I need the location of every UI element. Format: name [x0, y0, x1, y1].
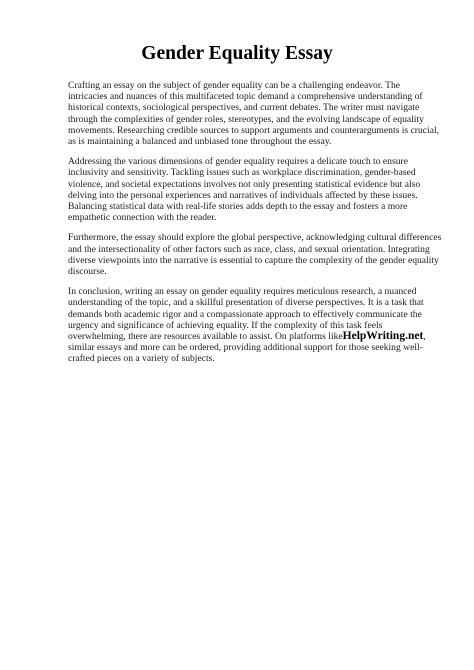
brand-line-suffix: ,: [423, 331, 426, 343]
paragraph-line: Furthermore, the essay should explore the global perspective, acknowledging cultural differences: [68, 232, 442, 244]
paragraph-line: historical contexts, sociological perspectives, and current debates. The writer must navigate: [68, 102, 420, 114]
paragraph-line: Balancing statistical data with real-life stories adds depth to the essay and fosters a more: [68, 201, 408, 213]
paragraph-line: as is maintaining a balanced and unbiased tone throughout the essay.: [68, 136, 332, 148]
paragraph-line: crafted pieces on a variety of subjects.: [68, 353, 215, 365]
paragraph-line: In conclusion, writing an essay on gender equality requires meticulous research, a nuanced: [68, 286, 417, 298]
paragraph-2: [68, 156, 420, 223]
paragraph-3: [68, 232, 442, 278]
paragraph-line: urgency and significance of achieving equality. If the complexity of this task feels: [68, 319, 383, 331]
document-body: [68, 80, 442, 374]
paragraph-line: violence, and societal expectations involves not only presenting statistical evidence but also: [68, 178, 421, 190]
paragraph-line: and the intersectionality of other factors such as race, class, and sexual orientation. Integrating: [68, 243, 430, 255]
paragraph-line: Addressing the various dimensions of gender equality requires a delicate touch to ensure: [68, 156, 408, 168]
brand-link[interactable]: HelpWriting.net: [342, 330, 424, 343]
brand-line: [68, 330, 426, 343]
paragraph-line: diverse viewpoints into the narrative is essential to capture the complexity of the gender equality: [68, 254, 439, 266]
paragraph-line: similar essays and more can be ordered, providing additional support for those seeking well-: [68, 342, 423, 354]
brand-line-prefix: overwhelming, there are resources available to assist. On platforms like: [68, 331, 343, 343]
paragraph-line: empathetic connection with the reader.: [68, 212, 217, 224]
paragraph-line: understanding of the topic, and a skillful presentation of diverse perspectives. It is a task that: [68, 297, 424, 309]
paragraph-line: intricacies and nuances of this multifaceted topic demand a comprehensive understanding of: [68, 91, 423, 103]
paragraph-conclusion: [68, 286, 426, 365]
paragraph-line: through the complexities of gender roles, stereotypes, and the evolving landscape of equality: [68, 113, 424, 125]
paragraph-1: [68, 80, 440, 148]
paragraph-line: inclusivity and sensitivity. Tackling issues such as workplace discrimination, gender-based: [68, 167, 416, 179]
paragraph-line: demands both academic rigor and a compassionate approach to effectively communicate the: [68, 308, 422, 320]
paragraph-line: movements. Researching credible sources to support arguments and counterarguments is crucial,: [68, 124, 440, 136]
paragraph-line: Crafting an essay on the subject of gender equality can be a challenging endeavor. The: [68, 80, 401, 91]
document-title: Gender Equality Essay: [141, 43, 333, 64]
paragraph-line: discourse.: [68, 266, 107, 278]
paragraph-line: delving into the personal experiences and narratives of individuals affected by these issues.: [68, 189, 418, 201]
